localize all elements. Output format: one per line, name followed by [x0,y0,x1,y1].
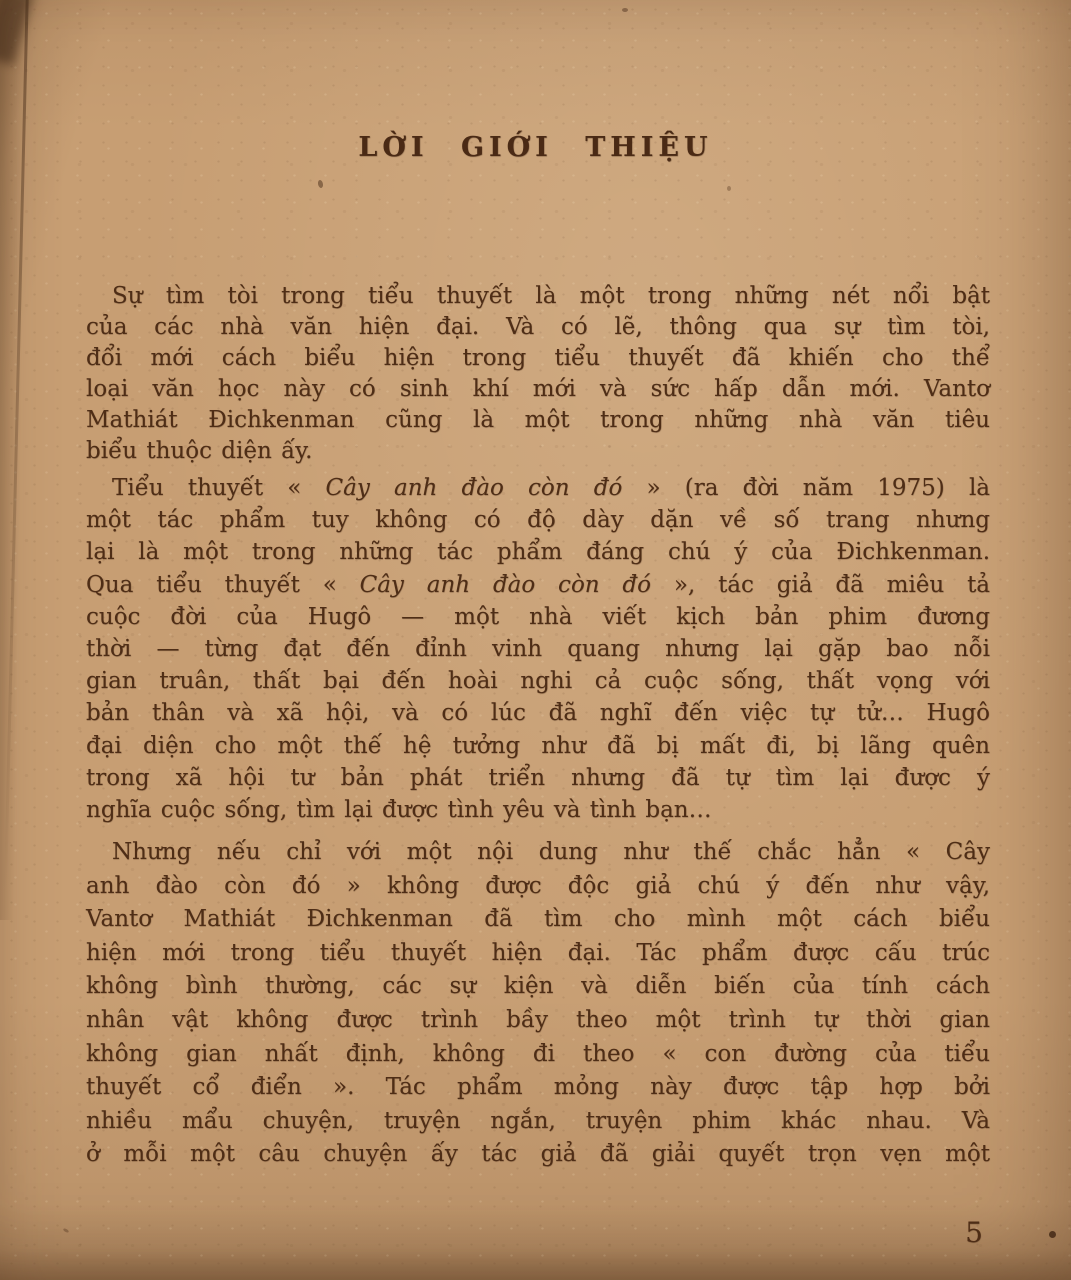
page-number: 5 [965,1216,983,1249]
text-line [86,281,990,312]
text-segment: », tác giả đã miêu tả [651,571,991,598]
text-line [86,312,990,343]
ink-speck [317,179,325,188]
text-segment: Qua tiểu thuyết « [86,571,360,598]
text-line [86,633,990,665]
text-line [86,762,990,794]
text-segment: lại là một trong những tác phẩm đáng chú ý của Đichkenman. [86,539,990,566]
text-line [86,436,990,467]
text-line [86,903,990,937]
text-line [86,601,990,633]
text-segment: trong xã hội tư bản phát triển nhưng đã tự tìm lại được ý [86,764,990,791]
text-line [86,697,990,729]
ink-speck [63,1228,70,1234]
text-line [86,504,990,536]
text-segment: hiện mới trong tiểu thuyết hiện đại. Tác phẩm được cấu trúc [86,939,990,966]
text-line [86,1071,990,1105]
ink-speck [622,8,628,12]
text-segment: đổi mới cách biểu hiện trong tiểu thuyết đã khiến cho thể [86,345,990,371]
paragraph [86,836,990,1172]
text-segment: thời — từng đạt đến đỉnh vinh quang nhưng lại gặp bao nỗi [86,636,990,663]
text-line [86,1138,990,1172]
text-segment: một tác phẩm tuy không có độ dày dặn về số trang nhưng [86,507,990,534]
text-segment: không bình thường, các sự kiện và diễn biến của tính cách [86,973,990,1000]
text-segment: đại diện cho một thế hệ tưởng như đã bị mất đi, bị lãng quên [86,732,990,759]
text-segment: anh đào còn đó » không được độc giả chú ý đến như vậy, [86,872,990,899]
text-line [86,730,990,762]
text-line [86,1038,990,1072]
text-line [86,569,990,601]
text-segment: thuyết cổ điển ». Tác phẩm mỏng này được tập hợp bởi [86,1074,990,1101]
book-title-italic: Cây anh đào còn đó [359,571,652,598]
text-segment: nhiều mẩu chuyện, truyện ngắn, truyện phim khác nhau. Và [86,1107,990,1134]
text-line [86,536,990,568]
paragraph [86,472,990,826]
text-line [86,870,990,904]
page-title: LỜI GIỚI THIỆU [358,132,713,163]
paragraph [86,281,990,467]
text-line [86,794,990,826]
text-segment: Nhưng nếu chỉ với một nội dung như thế chắc hẳn « Cây [112,839,990,865]
text-line [86,970,990,1004]
text-line [86,1105,990,1139]
text-segment: cuộc đời của Hugô — một nhà viết kịch bản phim đương [86,603,990,630]
text-segment: nhân vật không được trình bầy theo một trình tự thời gian [86,1006,990,1033]
text-segment: ở mỗi một câu chuyện ấy tác giả đã giải quyết trọn vẹn một [86,1141,990,1168]
text-line [86,405,990,436]
text-segment: bản thân và xã hội, và có lúc đã nghĩ đến việc tự tử… Hugô [86,700,990,727]
text-segment: loại văn học này có sinh khí mới và sức hấp dẫn mới. Vantơ [86,376,990,402]
text-line [86,343,990,374]
text-segment: không gian nhất định, không đi theo « con đường của tiểu [86,1040,990,1067]
text-segment: biểu thuộc diện ấy. [86,438,313,464]
text-line [86,665,990,697]
text-segment: Tiểu thuyết « [112,475,326,501]
ink-speck [1049,1231,1056,1238]
text-segment: nghĩa cuộc sống, tìm lại được tình yêu và tình bạn… [86,797,712,824]
text-segment: Sự tìm tòi trong tiểu thuyết là một trong những nét nổi bật [112,283,990,309]
text-line [86,374,990,405]
text-line [86,937,990,971]
text-line [86,836,990,870]
ink-speck [727,186,731,191]
text-segment: Mathiát Đichkenman cũng là một trong những nhà văn tiêu [86,407,990,433]
text-segment: Vantơ Mathiát Đichkenman đã tìm cho mình một cách biểu [86,906,990,933]
text-line [86,1004,990,1038]
book-title-italic: Cây anh đào còn đó [325,475,623,501]
text-segment: » (ra đời năm 1975) là [622,475,991,501]
text-segment: của các nhà văn hiện đại. Và có lẽ, thông qua sự tìm tòi, [86,314,990,340]
text-line [86,472,990,504]
text-segment: gian truân, thất bại đến hoài nghi cả cuộc sống, thất vọng với [86,668,990,695]
